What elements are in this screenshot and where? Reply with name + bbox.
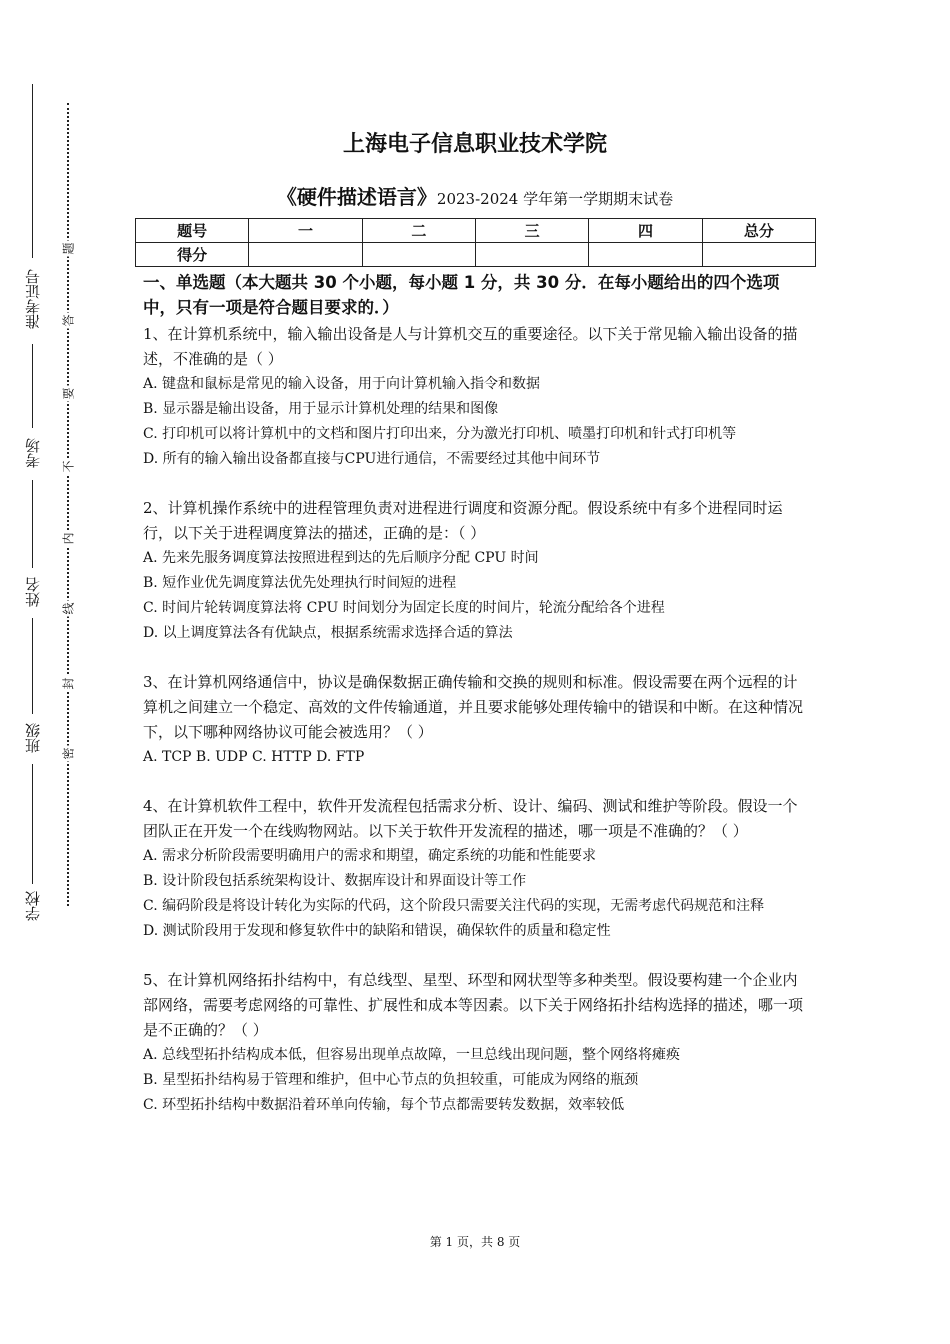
score-header-cell: 题号 bbox=[136, 219, 249, 243]
option-a: A. 需求分析阶段需要明确用户的需求和期望，确定系统的功能和性能要求 bbox=[143, 848, 597, 864]
score-header-cell: 二 bbox=[362, 219, 475, 243]
question-3 bbox=[143, 670, 808, 770]
binding-line bbox=[32, 618, 33, 714]
binding-label-exam-room: 考场 bbox=[24, 438, 42, 468]
seal-char: 不 bbox=[61, 460, 76, 473]
score-cell bbox=[362, 243, 475, 267]
score-cell bbox=[475, 243, 588, 267]
term-label: 2023-2024 学年第一学期期末试卷 bbox=[436, 190, 674, 208]
score-header-cell: 一 bbox=[249, 219, 362, 243]
binding-line bbox=[32, 764, 33, 884]
seal-char: 答 bbox=[61, 314, 76, 327]
exam-subtitle bbox=[0, 181, 950, 210]
seal-char: 密 bbox=[61, 747, 76, 760]
option-b: B. 星型拓扑结构易于管理和维护，但中心节点的负担较重，可能成为网络的瓶颈 bbox=[143, 1072, 639, 1088]
binding-label-school: 学校 bbox=[24, 891, 42, 921]
school-title: 上海电子信息职业技术学院 bbox=[342, 132, 607, 157]
question-stem: 3、在计算机网络通信中，协议是确保数据正确传输和交换的规则和标准。假设需要在两个远程的计算机之间建立一个稳定、高效的文件传输通道，并且要求能够处理传输中的错误和中断。在这种情况下，以下哪种网络协议可能会被选用？（ ） bbox=[143, 673, 804, 741]
score-table-score-row bbox=[136, 243, 816, 267]
score-cell bbox=[589, 243, 702, 267]
option-c: C. 编码阶段是将设计转化为实际的代码，这个阶段只需要关注代码的实现，无需考虑代码规范和注释 bbox=[143, 898, 765, 914]
binding-line bbox=[32, 344, 33, 428]
score-cell bbox=[702, 243, 815, 267]
question-stem: 5、在计算机网络拓扑结构中，有总线型、星型、环型和网状型等多种类型。假设要构建一个企业内部网络，需要考虑网络的可靠性、扩展性和成本等因素。以下关于网络拓扑结构选择的描述，哪一项是不正确的？（ ） bbox=[143, 971, 804, 1039]
options-inline: A. TCP B. UDP C. HTTP D. FTP bbox=[143, 749, 365, 765]
seal-char: 内 bbox=[61, 532, 76, 545]
binding-label-class: 班级 bbox=[24, 723, 42, 753]
option-b: B. 短作业优先调度算法优先处理执行时间短的进程 bbox=[143, 575, 457, 591]
option-d: D. 测试阶段用于发现和修复软件中的缺陷和错误，确保软件的质量和稳定性 bbox=[143, 923, 611, 939]
option-d: D. 所有的输入输出设备都直接与CPU进行通信，不需要经过其他中间环节 bbox=[143, 451, 601, 467]
exam-content bbox=[143, 270, 808, 1142]
page-footer: 第 1 页，共 8 页 bbox=[429, 1235, 521, 1249]
option-a: A. 键盘和鼠标是常见的输入设备，用于向计算机输入指令和数据 bbox=[143, 376, 541, 392]
score-row-label: 得分 bbox=[136, 243, 249, 267]
option-b: B. 显示器是输出设备，用于显示计算机处理的结果和图像 bbox=[143, 401, 499, 417]
option-a: A. 总线型拓扑结构成本低，但容易出现单点故障，一旦总线出现问题，整个网络将瘫痪 bbox=[143, 1047, 681, 1063]
seal-char: 线 bbox=[61, 602, 76, 615]
option-c: C. 打印机可以将计算机中的文档和图片打印出来，分为激光打印机、喷墨打印机和针式打印机等 bbox=[143, 426, 737, 442]
question-5 bbox=[143, 968, 808, 1118]
question-stem: 1、在计算机系统中，输入输出设备是人与计算机交互的重要途径。以下关于常见输入输出设备的描述，不准确的是（ ） bbox=[143, 325, 798, 368]
binding-line bbox=[32, 84, 33, 258]
score-header-cell: 四 bbox=[589, 219, 702, 243]
option-d: D. 以上调度算法各有优缺点，根据系统需求选择合适的算法 bbox=[143, 625, 513, 641]
section-heading: 一、单选题（本大题共 30 个小题，每小题 1 分，共 30 分．在每小题给出的四个选项中，只有一项是符合题目要求的．） bbox=[143, 273, 780, 317]
question-stem: 2、计算机操作系统中的进程管理负责对进程进行调度和资源分配。假设系统中有多个进程同时运行，以下关于进程调度算法的描述，正确的是：（ ） bbox=[143, 499, 783, 542]
score-cell bbox=[249, 243, 362, 267]
course-title: 《硬件描述语言》 bbox=[276, 185, 437, 209]
question-1 bbox=[143, 322, 808, 472]
option-b: B. 设计阶段包括系统架构设计、数据库设计和界面设计等工作 bbox=[143, 873, 527, 889]
option-a: A. 先来先服务调度算法按照进程到达的先后顺序分配 CPU 时间 bbox=[143, 550, 539, 566]
score-table-header-row bbox=[136, 219, 816, 243]
question-2 bbox=[143, 496, 808, 646]
question-stem: 4、在计算机软件工程中，软件开发流程包括需求分析、设计、编码、测试和维护等阶段。假设一个团队正在开发一个在线购物网站。以下关于软件开发流程的描述，哪一项是不准确的？（ ） bbox=[143, 797, 798, 840]
question-4 bbox=[143, 794, 808, 944]
binding-line bbox=[32, 480, 33, 568]
binding-label-name: 姓名 bbox=[24, 577, 42, 607]
score-header-cell: 总分 bbox=[702, 219, 815, 243]
option-c: C. 时间片轮转调度算法将 CPU 时间划分为固定长度的时间片，轮流分配给各个进程 bbox=[143, 600, 665, 616]
seal-char: 封 bbox=[61, 677, 76, 690]
score-table bbox=[135, 218, 816, 267]
binding-label-exam-id: 准考证号 bbox=[24, 269, 42, 329]
seal-dotted-line bbox=[67, 103, 69, 906]
seal-char: 题 bbox=[61, 242, 76, 255]
seal-char: 要 bbox=[61, 387, 76, 400]
option-c: C. 环型拓扑结构中数据沿着环单向传输，每个节点都需要转发数据，效率较低 bbox=[143, 1097, 625, 1113]
score-header-cell: 三 bbox=[475, 219, 588, 243]
